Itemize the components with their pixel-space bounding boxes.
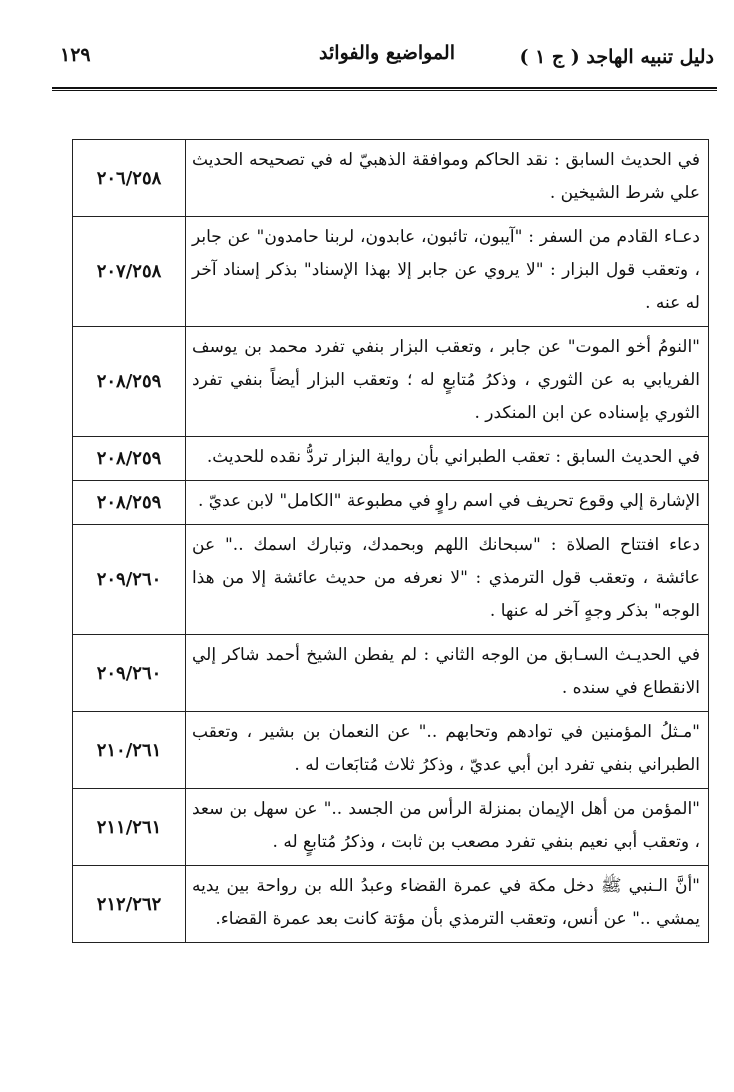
page-reference: ٢٠٧/٢٥٨	[73, 217, 186, 327]
page-header	[60, 38, 714, 78]
table-row	[73, 866, 709, 943]
table-row	[73, 327, 709, 437]
topic-text: "أنَّ الـنبي ﷺ دخل مكة في عمرة القضاء وعبدُ الله بن رواحة بين يديه يمشي .." عن أنس، وتعقب الترمذي بأن مؤتة كانت بعد عمرة القضاء.	[186, 866, 709, 943]
topic-text: في الحديـث السـابق من الوجه الثاني : لم يفطن الشيخ أحمد شاكر إلي الانقطاع في سنده .	[186, 635, 709, 712]
table-row	[73, 140, 709, 217]
topic-text: دعـاء القادم من السفر : "آيبون، تائبون، عابدون، لربنا حامدون" عن جابر ، وتعقب قول البزار : "لا يروي عن جابر إلا بهذا الإسناد" بذكر إسناد آخر له عنه .	[186, 217, 709, 327]
table-row	[73, 712, 709, 789]
topic-text: "المؤمن من أهل الإيمان بمنزلة الرأس من الجسد .." عن سهل بن سعد ، وتعقب أبي نعيم بنفي تفرد مصعب بن ثابت ، وذكرُ مُتابعٍ له .	[186, 789, 709, 866]
topic-text: الإشارة إلي وقوع تحريف في اسم راوٍ في مطبوعة "الكامل" لابن عديّ .	[186, 481, 709, 525]
table-row	[73, 437, 709, 481]
page-reference: ٢٠٨/٢٥٩	[73, 481, 186, 525]
table-row	[73, 525, 709, 635]
page-reference: ٢١٢/٢٦٢	[73, 866, 186, 943]
page-reference: ٢٠٦/٢٥٨	[73, 140, 186, 217]
table-row	[73, 481, 709, 525]
page-reference: ٢٠٩/٢٦٠	[73, 635, 186, 712]
topic-text: في الحديث السابق : تعقب الطبراني بأن رواية البزار تردُّ نقده للحديث.	[186, 437, 709, 481]
section-title: المواضيع والفوائد	[319, 42, 455, 64]
topic-text: في الحديث السابق : نقد الحاكم وموافقة الذهبيّ له في تصحيحه الحديث علي شرط الشيخين .	[186, 140, 709, 217]
topic-text: "النومُ أخو الموت" عن جابر ، وتعقب البزار بنفي تفرد محمد بن يوسف الفريابي به عن الثوري ، وذكرُ مُتابعٍ له ؛ وتعقب البزار أيضاً بنفي تفرد الثوري بإسناده عن ابن المنكدر .	[186, 327, 709, 437]
topic-text: دعاء افتتاح الصلاة : "سبحانك اللهم وبحمدك، وتبارك اسمك .." عن عائشة ، وتعقب قول الترمذي : "لا نعرفه من حديث عائشة إلا من هذا الوجه" بذكر وجهٍ آخر له عنها .	[186, 525, 709, 635]
book-title: دليل تنبيه الهاجد ( ج ١ )	[519, 46, 714, 68]
page-reference: ٢٠٨/٢٥٩	[73, 437, 186, 481]
topic-text: "مـثلُ المؤمنين في توادهم وتحابهم .." عن النعمان بن بشير ، وتعقب الطبراني بنفي تفرد ابن أبي عديّ ، وذكرُ ثلاث مُتابَعات له .	[186, 712, 709, 789]
page-reference: ٢١٠/٢٦١	[73, 712, 186, 789]
topics-table	[72, 139, 709, 943]
table-row	[73, 217, 709, 327]
page-reference: ٢٠٩/٢٦٠	[73, 525, 186, 635]
table-row	[73, 789, 709, 866]
page-reference: ٢١١/٢٦١	[73, 789, 186, 866]
page-number: ١٢٩	[60, 44, 91, 66]
table-row	[73, 635, 709, 712]
page-reference: ٢٠٨/٢٥٩	[73, 327, 186, 437]
header-rule	[52, 87, 717, 91]
